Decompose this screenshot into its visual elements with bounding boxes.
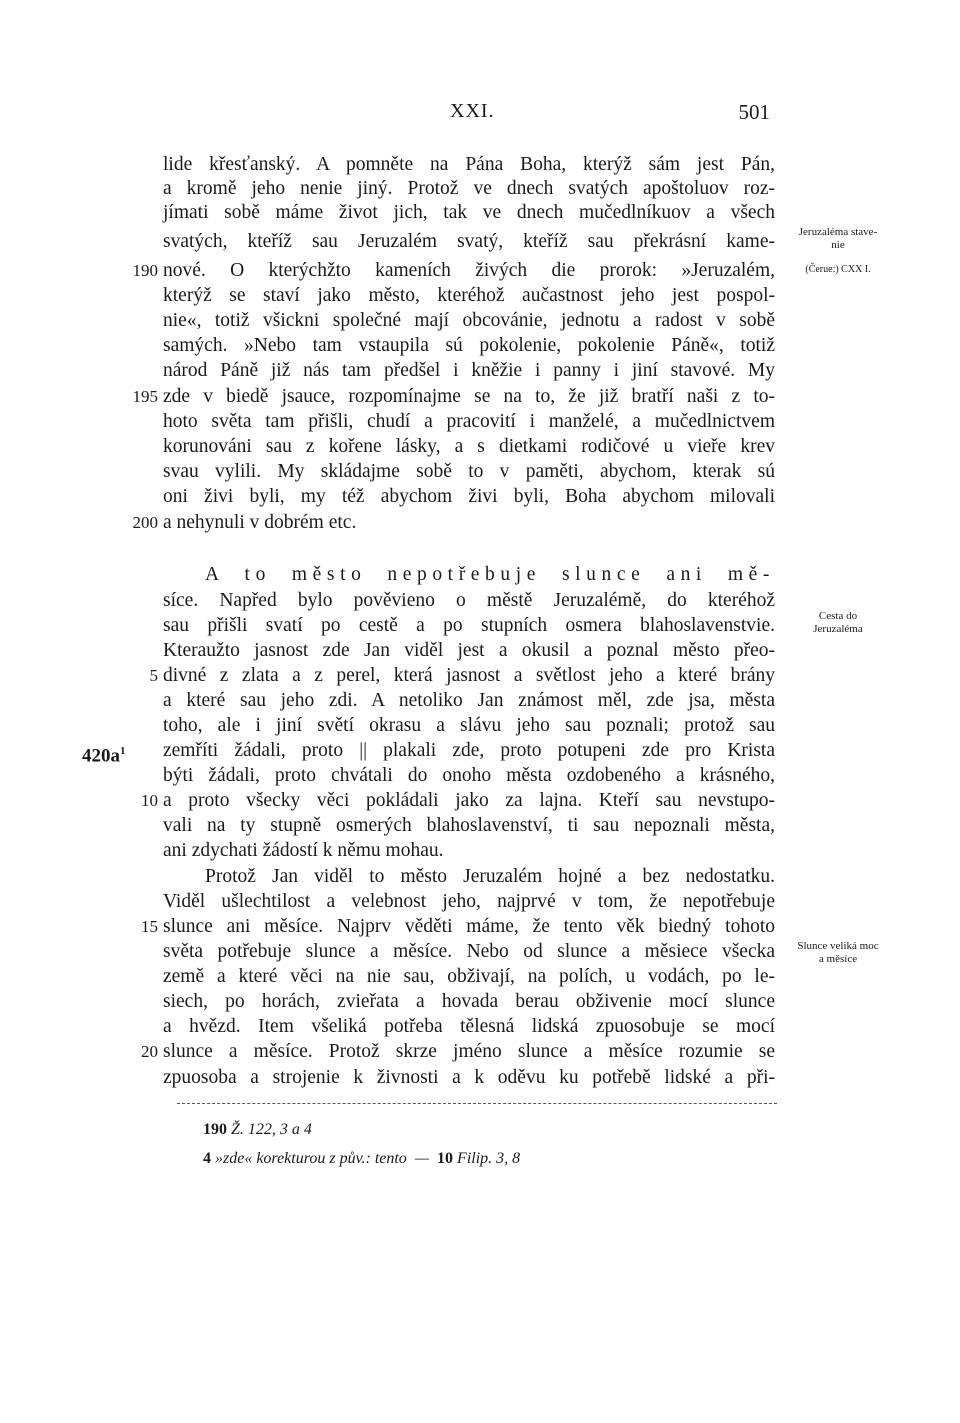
line-number: 10 [141, 791, 158, 810]
text-line: oni živi byli, my též abychom živi byli, Boha abychom milovali [163, 486, 775, 507]
text-line: Protož Jan viděl to město Jeruzalém hojné a bez nedostatku. [205, 866, 775, 887]
text-line: vali na ty stupně osmerých blahoslavenství, ti sau nepoznali města, [163, 815, 775, 836]
text-line: svau vylili. My skládajme sobě to v paměti, abychom, kterak sú [163, 461, 775, 482]
manuscript-folio: $420a^1$ [82, 745, 126, 767]
text-line: nové. O kterýchžto kameních živých die prorok: »Jeruzalém, [163, 260, 775, 281]
text-line: zde v biedě jsauce, rozpomínajme se na to, že již bratří naši z to- [163, 386, 775, 407]
text-line: Viděl ušlechtilost a velebnost jeho, najprvé v tom, že nepotřebuje [163, 891, 775, 912]
lemma-line: A to město nepotřebuje slunce ani mě- [205, 564, 775, 585]
text-line: a proto všecky věci pokládali jako za lajna. Kteří sau nevstupo- [163, 790, 775, 811]
text-line: a které sau jeho zdi. A netoliko Jan známost měl, zde jsa, města [163, 690, 775, 711]
text-line: jímati sobě máme život jich, tak ve dnech mučedlníkuov a všech [163, 202, 775, 223]
text-line: Kteraužto jasnost zde Jan viděl jest a okusil a poznal město přeo- [163, 640, 775, 661]
text-line: světa potřebuje slunce a měsíce. Nebo od slunce a měsiece všecka [163, 941, 775, 962]
text-line: svatých, kteříž sau Jeruzalém svatý, kteříž sau překrásní kame- [163, 231, 775, 252]
text-line: kterýž se staví jako město, kteréhož aučastnost jeho jest pospol- [163, 285, 775, 306]
chapter-number: XXI. [450, 100, 495, 122]
sidenote-reference: (Čerue:) CXX I. [805, 264, 871, 275]
line-number: 195 [132, 387, 158, 406]
text-line: nie«, totiž všickni společné mají obcovánie, jednotu a radost v sobě [163, 310, 775, 331]
line-number: 20 [141, 1042, 158, 1061]
line-number: 190 [132, 261, 158, 280]
text-line: siech, po horách, zvieřata a hovada berau obživenie mocí slunce [163, 991, 775, 1012]
text-line: toho, ale i jiní světí okrasu a slávu jeho sau poznali; protož sau [163, 715, 775, 736]
sidenote-jerusalem-building: Jeruzaléma stave- nie [798, 226, 878, 251]
text-line: ani zdychati žádostí k němu mohau. [163, 840, 444, 861]
footnote: 4 »zde« korekturou z pův.: tento — 10 Filip. 3, 8 [203, 1150, 521, 1167]
text-line: slunce a měsíce. Protož skrze jméno slunce a měsíce rozumie se [163, 1041, 775, 1062]
text-line: země a které věci na nie sau, obživají, na polích, u vodách, po le- [163, 966, 775, 987]
line-number: 5 [149, 666, 158, 685]
text-line: zpuosoba a strojenie k živnosti a k oděvu ku potřebě lidské a při- [163, 1067, 775, 1088]
text-line: samých. »Nebo tam vstaupila sú pokolenie, pokolenie Páně«, totiž [163, 335, 775, 356]
sidenote-path-to-jerusalem: Cesta do Jeruzaléma [813, 610, 863, 635]
text-line: býti žádali, proto chvátali do onoho města ozdobeného a krásného, [163, 765, 775, 786]
text-line: a nehynuli v dobrém etc. [163, 512, 357, 533]
text-line: lide křesťanský. A pomněte na Pána Boha, kterýž sám jest Pán, [163, 154, 775, 175]
line-number: 15 [141, 917, 158, 936]
text-line: a hvězd. Item všeliká potřeba tělesná lidská zpuosobuje se mocí [163, 1016, 775, 1037]
text-line: divné z zlata a z perel, která jasnost a světlost jeho a které brány [163, 665, 775, 686]
page-number: 501 [738, 100, 770, 124]
text-line: slunce ani měsíce. Najprv věděti máme, že tento věk biedný tohoto [163, 916, 775, 937]
text-line: korunováni sau z kořene lásky, a s dietkami rodičové u vieře krev [163, 436, 775, 457]
text-line: sau přišli svatí po cestě a po stupních osmera blahoslavenstvie. [163, 615, 775, 636]
text-line: hoto světa tam přišli, chudí a pracovití i manželé, a mučedlnictvem [163, 411, 775, 432]
text-line: a kromě jeho nenie jiný. Protož ve dnech svatých apoštoluov roz- [163, 178, 775, 199]
line-number: 200 [132, 513, 158, 532]
text-line: zemříti žádali, proto || plakali zde, proto potupeni zde pro Krista [163, 740, 775, 761]
text-line: síce. Napřed bylo pověvieno o městě Jeruzalémě, do kteréhož [163, 590, 775, 611]
running-header [160, 100, 772, 130]
text-line: národ Páně již nás tam předšel i kněžie i panny i jiní stavové. My [163, 360, 775, 381]
footnote-separator [177, 1103, 777, 1104]
sidenote-sun-moon: Slunce veliká moc a měsíce [797, 940, 879, 965]
footnote: 190 Ž. 122, 3 a 4 [203, 1121, 312, 1138]
